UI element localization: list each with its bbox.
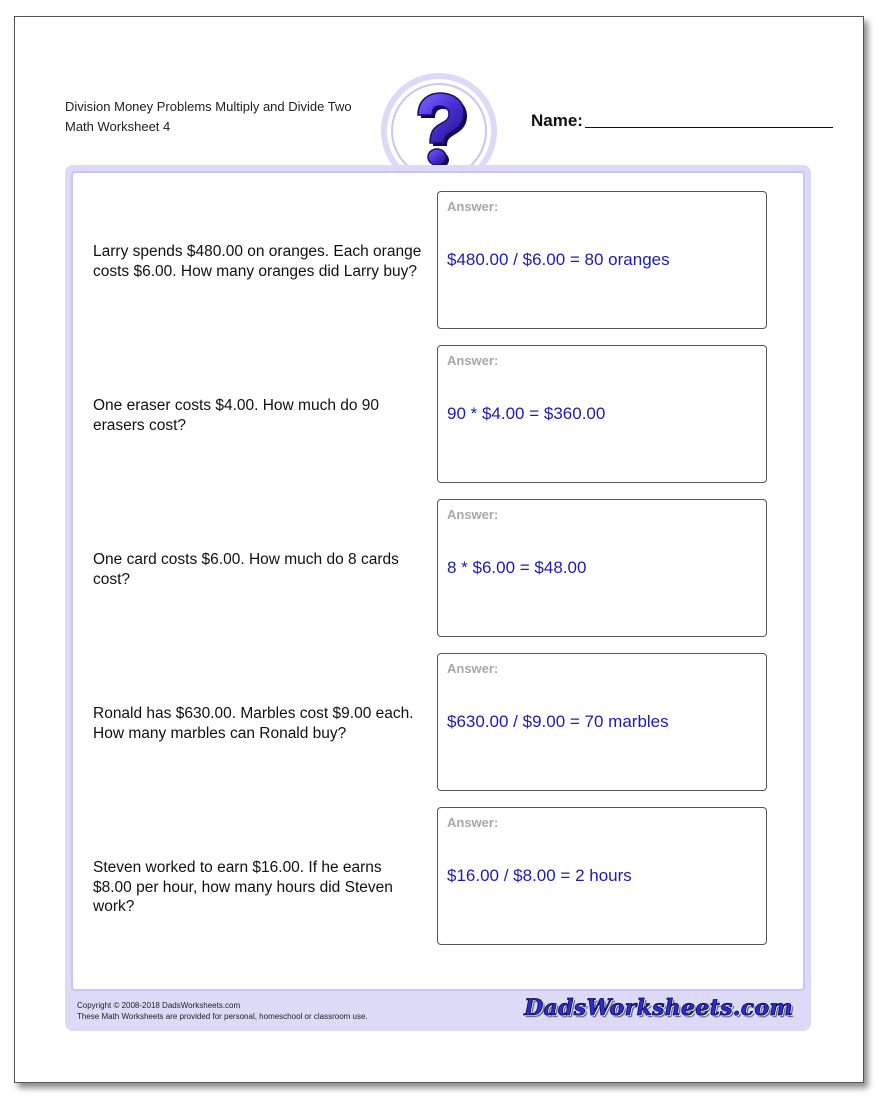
answer-label: Answer: bbox=[447, 353, 499, 368]
problems-area bbox=[71, 171, 805, 991]
answer-label: Answer: bbox=[447, 661, 499, 676]
answer-text: $480.00 / $6.00 = 80 oranges bbox=[447, 250, 670, 269]
footer bbox=[71, 995, 805, 1025]
title-line-2: Math Worksheet 4 bbox=[65, 119, 171, 134]
answer-label: Answer: bbox=[447, 199, 499, 214]
worksheet-frame bbox=[65, 165, 811, 1031]
answer-box-2[interactable] bbox=[437, 345, 767, 483]
problem-3-question: One card costs $6.00. How much do 8 cards cost? bbox=[93, 551, 399, 588]
problem-2-question: One eraser costs $4.00. How much do 90 erasers cost? bbox=[93, 397, 380, 434]
usage-notice: These Math Worksheets are provided for personal, homeschool or classroom use. bbox=[77, 1012, 368, 1021]
answer-text: 90 * $4.00 = $360.00 bbox=[447, 404, 606, 423]
answer-text: 8 * $6.00 = $48.00 bbox=[447, 558, 587, 577]
answer-label: Answer: bbox=[447, 507, 499, 522]
problem-1-question: Larry spends $480.00 on oranges. Each orange costs $6.00. How many oranges did Larry buy? bbox=[93, 243, 422, 280]
answer-box-3[interactable] bbox=[437, 499, 767, 637]
answer-box-5[interactable] bbox=[437, 807, 767, 945]
copyright-line: Copyright © 2008-2018 DadsWorksheets.com bbox=[77, 1001, 241, 1010]
answer-text: $16.00 / $8.00 = 2 hours bbox=[447, 866, 632, 885]
dadsworksheets-logo[interactable]: DadsWorksheets.com bbox=[524, 995, 793, 1021]
answer-box-4[interactable] bbox=[437, 653, 767, 791]
problem-4-question: Ronald has $630.00. Marbles cost $9.00 each. How many marbles can Ronald buy? bbox=[93, 705, 414, 742]
copyright-text bbox=[77, 1000, 368, 1022]
name-blank-line bbox=[585, 127, 833, 128]
title-line-1: Division Money Problems Multiply and Divide Two bbox=[65, 99, 352, 114]
name-label: Name: bbox=[531, 111, 583, 130]
name-field bbox=[531, 111, 833, 131]
worksheet-page bbox=[14, 16, 864, 1083]
answer-label: Answer: bbox=[447, 815, 499, 830]
answer-text: $630.00 / $9.00 = 70 marbles bbox=[447, 712, 669, 731]
worksheet-title bbox=[65, 97, 385, 137]
problem-5-question: Steven worked to earn $16.00. If he earns $8.00 per hour, how many hours did Steven work? bbox=[93, 859, 393, 915]
answer-box-1[interactable] bbox=[437, 191, 767, 329]
question-mark-icon bbox=[404, 91, 474, 171]
